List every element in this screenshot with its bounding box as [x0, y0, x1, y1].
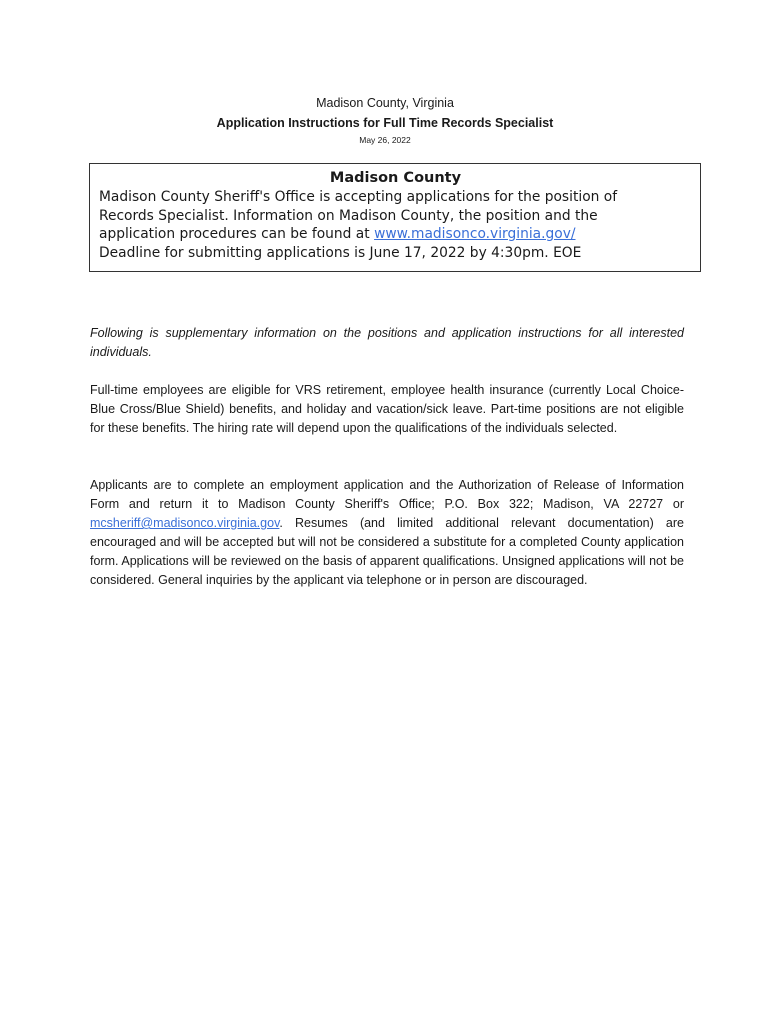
notice-line-3 — [99, 225, 692, 244]
county-heading: Madison County, Virginia — [316, 96, 454, 110]
notice-title: Madison County — [329, 170, 462, 186]
document-title: Application Instructions for Full Time Records Specialist — [216, 116, 554, 130]
application-text-after: . Resumes (and limited additional relevant documentation) are encouraged and will be accepted but will not be considered a substitute for a completed County application form. Applications will be reviewed on the basis of apparent qualifications. Unsigned applications will not be considered. General inquiries by the applicant via telephone or in person are discouraged. — [90, 516, 684, 587]
document-header — [0, 94, 770, 146]
notice-line-1: Madison County Sheriff's Office is accepting applications for the position of — [99, 189, 618, 205]
notice-deadline: Deadline for submitting applications is June 17, 2022 by 4:30pm. EOE — [99, 244, 582, 261]
application-text-before: Applicants are to complete an employment application and the Authorization of Release of Information Form and return it to Madison County Sheriff's Office; P.O. Box 322; Madison, VA 22727 or — [90, 478, 684, 511]
notice-line-2: Records Specialist. Information on Madison County, the position and the — [99, 207, 598, 224]
application-paragraph — [90, 476, 684, 590]
email-link[interactable]: mcsheriff@madisonco.virginia.gov — [90, 516, 280, 530]
intro-paragraph: Following is supplementary information on the positions and application instructions for all interested individuals. — [90, 326, 684, 359]
notice-line-3-text: application procedures can be found at — [99, 226, 375, 242]
document-date: May 26, 2022 — [359, 135, 411, 145]
job-notice-box — [89, 163, 701, 272]
notice-body — [99, 188, 692, 262]
benefits-paragraph: Full-time employees are eligible for VRS retirement, employee health insurance (currently Local Choice-Blue Cross/Blue Shield) benefits, and holiday and vacation/sick leave. Part-time positions are not eligible for these benefits. The hiring rate will depend upon the qualifications of the individuals selected. — [90, 383, 684, 435]
website-link[interactable]: www.madisonco.virginia.gov/ — [374, 226, 576, 242]
